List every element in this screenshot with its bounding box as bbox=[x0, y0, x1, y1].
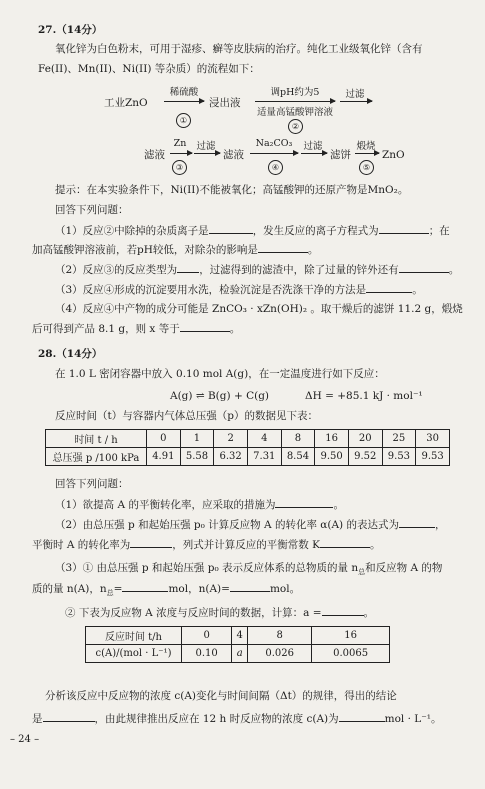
q28-p4-blank-1[interactable] bbox=[43, 711, 95, 722]
flow-reagent-3: Zn bbox=[173, 138, 187, 149]
flow-arrow-8 bbox=[355, 153, 379, 154]
q28-intro: 在 1.0 L 密闭容器中放入 0.10 mol A(g)，在一定温度进行如下反应： bbox=[55, 368, 385, 380]
step-2-marker: ② bbox=[288, 119, 303, 134]
q27-hint: 提示：在本实验条件下，Ni(II)不能被氧化；高锰酸钾的还原产物是MnO₂。 bbox=[55, 184, 409, 196]
q27-intro-line1: 氧化锌为白色粉末，可用于湿疹、癣等皮肤病的治疗。纯化工业级氧化锌（含有 bbox=[55, 43, 423, 55]
q28-p3-text-h: 。 bbox=[363, 607, 374, 619]
table-cell: 5.58 bbox=[180, 448, 214, 466]
q28-p3-text-e: mol，n(A)= bbox=[168, 583, 230, 595]
table-row-time bbox=[46, 430, 450, 448]
table-cell: 6.32 bbox=[214, 448, 248, 466]
flow-reagent-4: Na₂CO₃ bbox=[255, 138, 293, 149]
q27-part4-line1: （4）反应④中产物的成分可能是 ZnCO₃ · xZn(OH)₂ 。取干燥后的滤饼 11.2 g，煅烧 bbox=[55, 303, 463, 315]
table-cell: 0.10 bbox=[182, 645, 232, 663]
q28-answer-prompt: 回答下列问题： bbox=[55, 478, 129, 490]
flow-arrow-2 bbox=[255, 101, 335, 102]
q28-equation: A(g) ⇌ B(g) + C(g) bbox=[170, 390, 270, 402]
flow-filter-1: 过滤 bbox=[345, 89, 365, 100]
q27-p2-text-c: 。 bbox=[448, 264, 460, 276]
q28-p4-blank-2[interactable] bbox=[339, 711, 385, 722]
q28-p4-text-c: ，由此规律推出反应在 12 h 时反应物的浓度 c(A)为 bbox=[94, 713, 339, 725]
q27-p1-text-a: （1）反应②中除掉的杂质离子是 bbox=[55, 225, 209, 237]
flow-arrow-3 bbox=[340, 101, 372, 102]
table-cell: 20 bbox=[348, 430, 382, 448]
q27-part1-line2 bbox=[32, 242, 318, 257]
step-1-marker: ① bbox=[176, 113, 191, 128]
q27-p1-text-e: 。 bbox=[307, 244, 319, 256]
q28-enthalpy: ΔH = +85.1 kJ · mol⁻¹ bbox=[305, 390, 423, 402]
q28-p4-text-d: mol · L⁻¹。 bbox=[384, 713, 442, 725]
table-cell: 0 bbox=[182, 627, 232, 645]
q28-p1-text-a: （1）欲提高 A 的平衡转化率，应采取的措施为 bbox=[55, 499, 276, 511]
table-cell: 4.91 bbox=[147, 448, 181, 466]
flow-product: ZnO bbox=[382, 149, 405, 161]
table-cell: 9.53 bbox=[416, 448, 450, 466]
q28-p2-blank-1[interactable] bbox=[399, 517, 435, 528]
table-cell: 16 bbox=[315, 430, 349, 448]
table-cell: 8 bbox=[248, 627, 312, 645]
q28-p3-text-d: = bbox=[113, 583, 123, 595]
table-cell: a bbox=[232, 645, 248, 663]
flow-filter-3: 过滤 bbox=[303, 141, 323, 152]
q27-p4-blank[interactable] bbox=[180, 321, 230, 332]
flow-reagent-2-top: 调pH约为5 bbox=[270, 87, 320, 98]
table-row-label: 总压强 p /100 kPa bbox=[46, 448, 147, 466]
q28-p4-text-b: 是 bbox=[32, 713, 43, 725]
table-row-label: c(A)/(mol · L⁻¹) bbox=[86, 645, 182, 663]
flow-leach: 浸出液 bbox=[209, 97, 241, 109]
q28-part4-line1: 分析该反应中反应物的浓度 c(A)变化与时间间隔（Δt）的规律，得出的结论 bbox=[45, 690, 397, 702]
step-5-marker: ⑤ bbox=[359, 160, 374, 175]
table-cell: 7.31 bbox=[247, 448, 281, 466]
table-cell: 0.0065 bbox=[312, 645, 390, 663]
q28-p3-blank-1[interactable] bbox=[122, 581, 168, 592]
pressure-time-table bbox=[45, 429, 450, 466]
q27-header: 27.（14分） bbox=[38, 24, 103, 36]
q28-part3-sub2 bbox=[65, 605, 374, 620]
flow-arrow-4 bbox=[170, 153, 192, 154]
q27-p1-text-d: 加高锰酸钾溶液前，若pH较低，对除杂的影响是 bbox=[32, 244, 258, 256]
table-cell: 25 bbox=[382, 430, 416, 448]
table-cell: 4 bbox=[232, 627, 248, 645]
q28-p3-text-c: 质的量 n(A)，n bbox=[32, 583, 107, 595]
q27-p1-blank-1[interactable] bbox=[209, 223, 253, 234]
q28-header: 28.（14分） bbox=[38, 348, 103, 360]
q27-p4-text-c: 。 bbox=[229, 323, 241, 335]
q28-part1 bbox=[55, 497, 344, 512]
q27-p2-text-a: （2）反应③的反应类型为 bbox=[55, 264, 178, 276]
flow-arrow-1 bbox=[164, 101, 204, 102]
q28-part3-line1 bbox=[55, 561, 442, 579]
q27-part1-line1 bbox=[55, 223, 450, 238]
table-row-pressure bbox=[46, 448, 450, 466]
table-cell: 0 bbox=[147, 430, 181, 448]
q27-p1-text-c: ；在 bbox=[428, 225, 450, 237]
q28-p2-text-b: ， bbox=[434, 519, 446, 531]
table-cell: 16 bbox=[312, 627, 390, 645]
q27-answer-prompt: 回答下列问题： bbox=[55, 204, 129, 216]
q27-p4-text-b: 后可得到产品 8.1 g，则 x 等于 bbox=[32, 323, 180, 335]
flow-filtrate-1: 滤液 bbox=[144, 149, 165, 161]
q28-p2-text-e: 。 bbox=[369, 539, 381, 551]
concentration-time-table bbox=[85, 626, 390, 663]
q28-p3-text-a: （3）① 由总压强 p 和起始压强 p₀ 表示反应体系的总物质的量 n bbox=[55, 562, 359, 574]
q27-p2-blank-1[interactable] bbox=[177, 262, 199, 273]
q27-part3 bbox=[55, 282, 423, 297]
q28-p2-text-a: （2）由总压强 p 和起始压强 p₀ 计算反应物 A 的转化率 α(A) 的表达式为 bbox=[55, 519, 399, 531]
table-row-label: 反应时间 t/h bbox=[86, 627, 182, 645]
q28-part4-line2 bbox=[32, 711, 442, 726]
q28-part2-line2 bbox=[32, 537, 380, 552]
page-number: – 24 – bbox=[10, 734, 40, 745]
q28-part2-line1 bbox=[55, 517, 445, 532]
table-cell: 9.50 bbox=[315, 448, 349, 466]
table-row-concentration bbox=[86, 645, 390, 663]
flow-reagent-5: 煅烧 bbox=[356, 141, 376, 152]
q28-p2-text-d: ，列式并计算反应的平衡常数 K bbox=[172, 539, 320, 551]
step-4-marker: ④ bbox=[268, 160, 283, 175]
q28-p3-text-g: ② 下表为反应物 A 浓度与反应时间的数据，计算：a = bbox=[65, 607, 322, 619]
q28-p2-text-c: 平衡时 A 的转化率为 bbox=[32, 539, 131, 551]
flow-filtrate-2: 滤液 bbox=[223, 149, 244, 161]
q28-p3-text-b: 和反应物 A 的物 bbox=[365, 562, 443, 574]
flow-filter-2: 过滤 bbox=[196, 141, 216, 152]
table-cell: 4 bbox=[247, 430, 281, 448]
q27-part2 bbox=[55, 262, 459, 277]
q28-p3-sub-a: 总 bbox=[358, 568, 366, 577]
q27-p1-text-b: ，发生反应的离子方程式为 bbox=[252, 225, 379, 237]
flow-arrow-6 bbox=[250, 153, 298, 154]
q28-p2-blank-3[interactable] bbox=[320, 537, 370, 548]
flow-start: 工业ZnO bbox=[104, 97, 148, 109]
flow-reagent-1: 稀硫酸 bbox=[169, 87, 199, 98]
q28-p3-blank-3[interactable] bbox=[322, 605, 364, 616]
q27-intro-line2: Fe(II)、Mn(II)、Ni(II) 等杂质）的流程如下： bbox=[38, 63, 260, 75]
flow-arrow-5 bbox=[194, 153, 220, 154]
flow-reagent-2-bottom: 适量高锰酸钾溶液 bbox=[256, 107, 333, 118]
table-cell: 9.53 bbox=[382, 448, 416, 466]
q28-p1-text-b: 。 bbox=[333, 499, 344, 511]
q27-p3-blank[interactable] bbox=[366, 282, 412, 293]
table-cell: 0.026 bbox=[248, 645, 312, 663]
q28-p3-blank-2[interactable] bbox=[230, 581, 270, 592]
table-row-label: 时间 t / h bbox=[46, 430, 147, 448]
flow-arrow-7 bbox=[301, 153, 327, 154]
q27-p2-blank-2[interactable] bbox=[399, 262, 449, 273]
q28-p1-blank[interactable] bbox=[275, 497, 333, 508]
q27-p3-text-a: （3）反应④形成的沉淀要用水洗，检验沉淀是否洗涤干净的方法是 bbox=[55, 284, 367, 296]
table-cell: 9.52 bbox=[348, 448, 382, 466]
q27-p1-blank-3[interactable] bbox=[258, 242, 308, 253]
q28-p2-blank-2[interactable] bbox=[130, 537, 172, 548]
table-cell: 30 bbox=[416, 430, 450, 448]
table-cell: 2 bbox=[214, 430, 248, 448]
flow-cake: 滤饼 bbox=[330, 149, 351, 161]
q28-p3-text-f: mol。 bbox=[269, 583, 301, 595]
q27-part4-line2 bbox=[32, 321, 240, 336]
q27-p1-blank-2[interactable] bbox=[379, 223, 429, 234]
q28-table1-caption: 反应时间（t）与容器内气体总压强（p）的数据见下表： bbox=[55, 410, 318, 422]
table-row-time bbox=[86, 627, 390, 645]
q27-p3-text-b: 。 bbox=[412, 284, 423, 296]
q28-p3-sub-c: 总 bbox=[106, 589, 114, 598]
table-cell: 8.54 bbox=[281, 448, 315, 466]
step-3-marker: ③ bbox=[172, 160, 187, 175]
table-cell: 1 bbox=[180, 430, 214, 448]
q28-part3-line2 bbox=[32, 581, 300, 600]
table-cell: 8 bbox=[281, 430, 315, 448]
q27-p2-text-b: ，过滤得到的滤渣中，除了过量的锌外还有 bbox=[199, 264, 399, 276]
